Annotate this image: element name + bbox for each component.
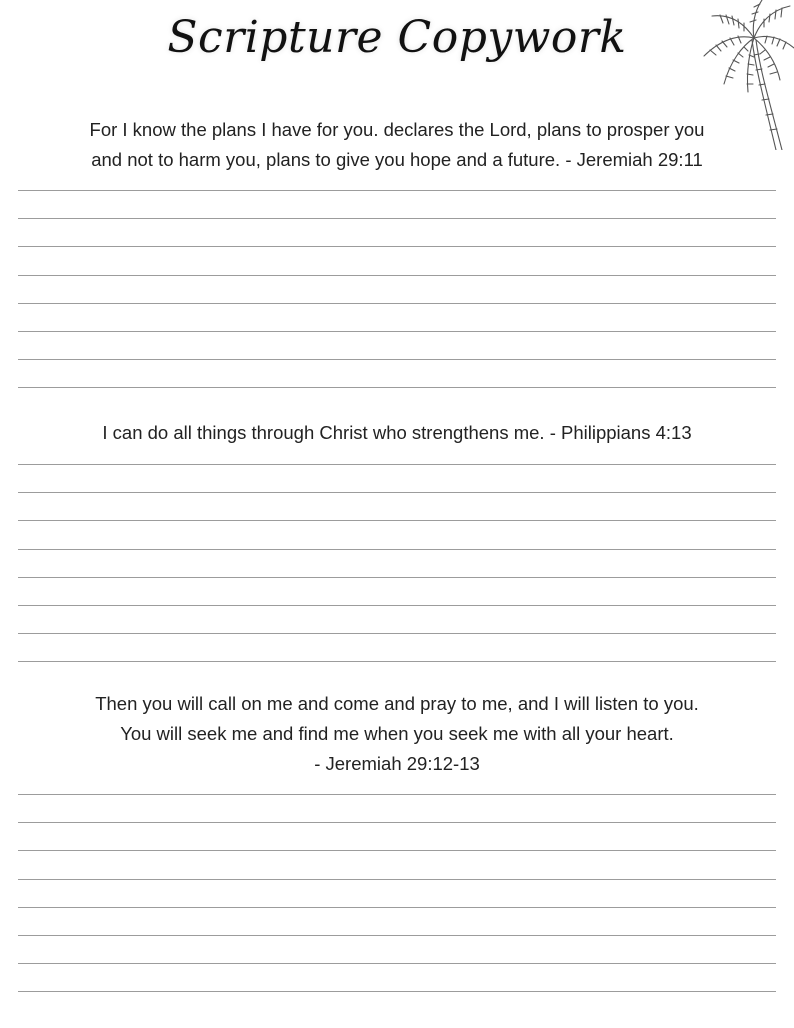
ruled-line: [18, 991, 776, 992]
ruled-line: [18, 464, 776, 465]
ruled-line: [18, 549, 776, 550]
ruled-line: [18, 303, 776, 304]
verse-line: I can do all things through Christ who strengthens me. - Philippians 4:13: [102, 422, 692, 443]
ruled-line: [18, 359, 776, 360]
ruled-line: [18, 387, 776, 388]
verse-jeremiah-29-12-13: [30, 689, 764, 779]
verse-line: and not to harm you, plans to give you hope and a future. - Jeremiah 29:11: [91, 149, 703, 170]
ruled-line: [18, 661, 776, 662]
verse-jeremiah-29-11: [30, 115, 764, 175]
verse-philippians-4-13: [30, 418, 764, 448]
ruled-line: [18, 246, 776, 247]
verse-line: You will seek me and find me when you seek me with all your heart.: [120, 723, 674, 744]
ruled-line: [18, 577, 776, 578]
ruled-line: [18, 963, 776, 964]
ruled-line: [18, 218, 776, 219]
ruled-line: [18, 822, 776, 823]
ruled-line: [18, 633, 776, 634]
ruled-line: [18, 190, 776, 191]
ruled-line: [18, 935, 776, 936]
ruled-line: [18, 879, 776, 880]
ruled-line: [18, 794, 776, 795]
verse-line: - Jeremiah 29:12-13: [314, 753, 480, 774]
ruled-line: [18, 907, 776, 908]
ruled-line: [18, 275, 776, 276]
ruled-line: [18, 520, 776, 521]
ruled-line: [18, 492, 776, 493]
ruled-line: [18, 605, 776, 606]
verse-line: Then you will call on me and come and pray to me, and I will listen to you.: [95, 693, 699, 714]
ruled-line: [18, 331, 776, 332]
verse-line: For I know the plans I have for you. declares the Lord, plans to prosper you: [89, 119, 705, 140]
page-title: Scripture Copywork: [167, 12, 627, 63]
ruled-line: [18, 850, 776, 851]
